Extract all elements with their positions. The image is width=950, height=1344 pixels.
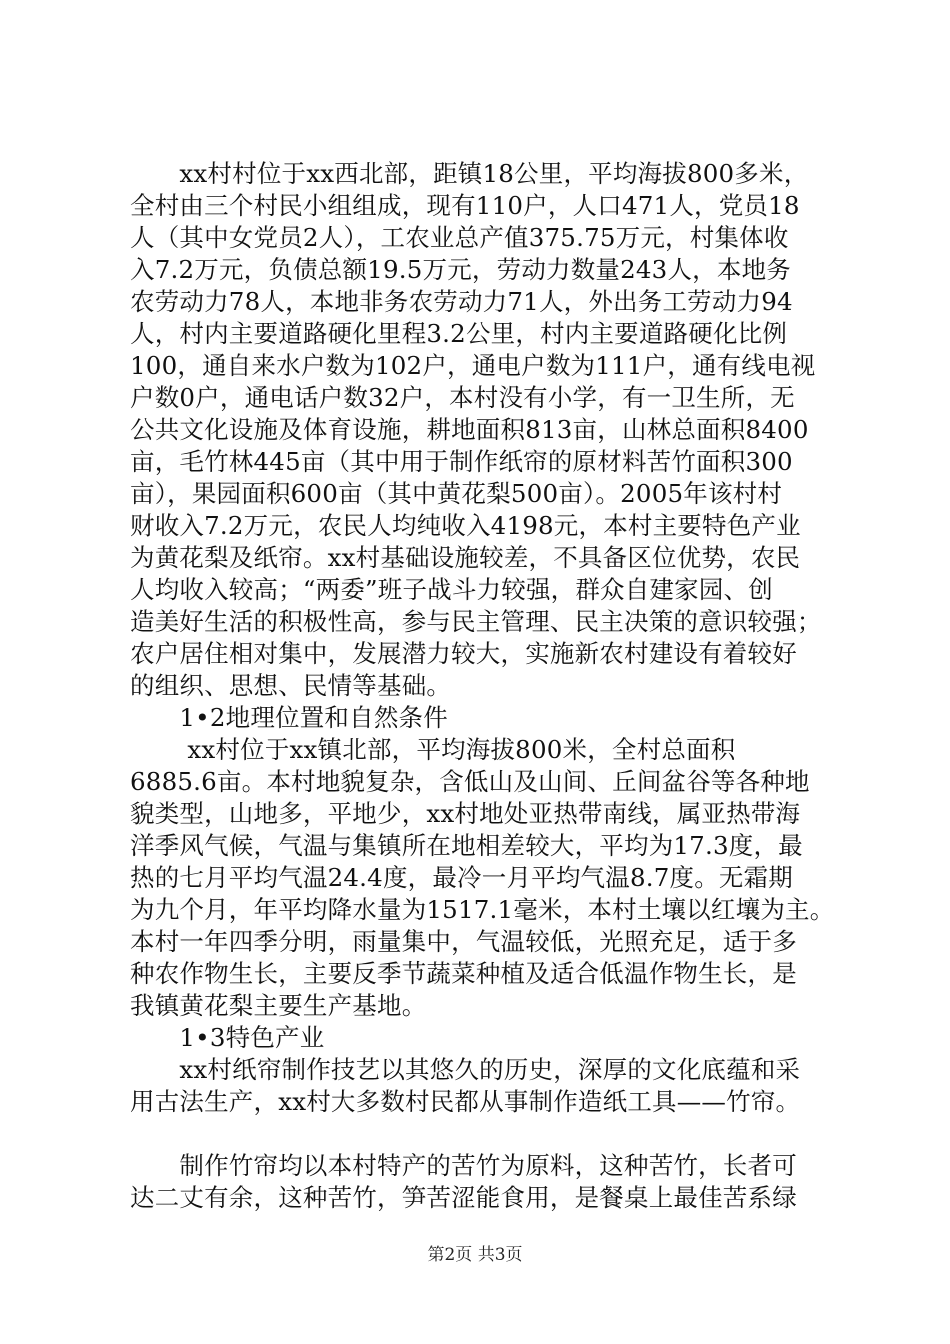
text-line: 达二丈有余，这种苦竹，笋苦涩能食用，是餐桌上最佳苦系绿	[130, 1183, 797, 1212]
text-line: xx村位于xx镇北部，平均海拔800米，全村总面积	[130, 735, 736, 764]
text-line: 造美好生活的积极性高，参与民主管理、民主决策的意识较强；	[130, 607, 822, 636]
text-line: 用古法生产，xx村大多数村民都从事制作造纸工具——竹帘。	[130, 1087, 801, 1116]
text-line: 种农作物生长，主要反季节蔬菜种植及适合低温作物生长，是	[130, 959, 797, 988]
text-line: 的组织、思想、民情等基础。	[130, 671, 452, 700]
text-line: 农户居住相对集中，发展潜力较大，实施新农村建设有着较好	[130, 639, 797, 668]
text-line: 为九个月，年平均降水量为1517.1毫米，本村土壤以红壤为主。	[130, 895, 835, 924]
text-line: 农劳动力78人，本地非务农劳动力71人，外出务工劳动力94	[130, 287, 793, 316]
text-line: 亩），果园面积600亩（其中黄花梨500亩）。2005年该村村	[130, 479, 783, 508]
text-line: 热的七月平均气温24.4度，最冷一月平均气温8.7度。无霜期	[130, 863, 794, 892]
text-line: xx村纸帘制作技艺以其悠久的历史，深厚的文化底蕴和采	[130, 1055, 801, 1084]
text-line: 貌类型，山地多，平地少，xx村地处亚热带南线，属亚热带海	[130, 799, 801, 828]
text-line: 人，村内主要道路硬化里程3.2公里，村内主要道路硬化比例	[130, 319, 788, 348]
text-line: 为黄花梨及纸帘。xx村基础设施较差，不具备区位优势，农民	[130, 543, 801, 572]
text-line: 财收入7.2万元，农民人均纯收入4198元，本村主要特色产业	[130, 511, 801, 540]
text-line: xx村村位于xx西北部，距镇18公里，平均海拔800多米，	[130, 159, 809, 188]
text-line: 本村一年四季分明，雨量集中，气温较低，光照充足，适于多	[130, 927, 797, 956]
text-line: 1•2地理位置和自然条件	[130, 703, 448, 732]
page-footer: 第2页 共3页	[427, 1245, 523, 1265]
text-line: 洋季风气候，气温与集镇所在地相差较大，平均为17.3度，最	[130, 831, 803, 860]
blank-line	[130, 1118, 830, 1150]
text-line: 亩，毛竹林445亩（其中用于制作纸帘的原材料苦竹面积300	[130, 447, 793, 476]
text-line: 人均收入较高；“两委”班子战斗力较强，群众自建家园、创	[130, 575, 773, 604]
text-line: 6885.6亩。本村地貌复杂，含低山及山间、丘间盆谷等各种地	[130, 767, 810, 796]
text-line: 1•3特色产业	[130, 1023, 325, 1052]
text-line: 户数0户，通电话户数32户，本村没有小学，有一卫生所，无	[130, 383, 795, 412]
text-line: 100，通自来水户数为102户，通电户数为111户，通有线电视	[130, 351, 816, 380]
document-body	[130, 158, 835, 1214]
text-line: 入7.2万元，负债总额19.5万元，劳动力数量243人，本地务	[130, 255, 791, 284]
text-line: 我镇黄花梨主要生产基地。	[130, 991, 427, 1020]
text-line: 人（其中女党员2人），工农业总产值375.75万元，村集体收	[130, 223, 789, 252]
text-line: 制作竹帘均以本村特产的苦竹为原料，这种苦竹，长者可	[130, 1151, 797, 1180]
text-line: 全村由三个村民小组组成，现有110户，人口471人，党员18	[130, 191, 800, 220]
text-line: 公共文化设施及体育设施，耕地面积813亩，山林总面积8400	[130, 415, 809, 444]
